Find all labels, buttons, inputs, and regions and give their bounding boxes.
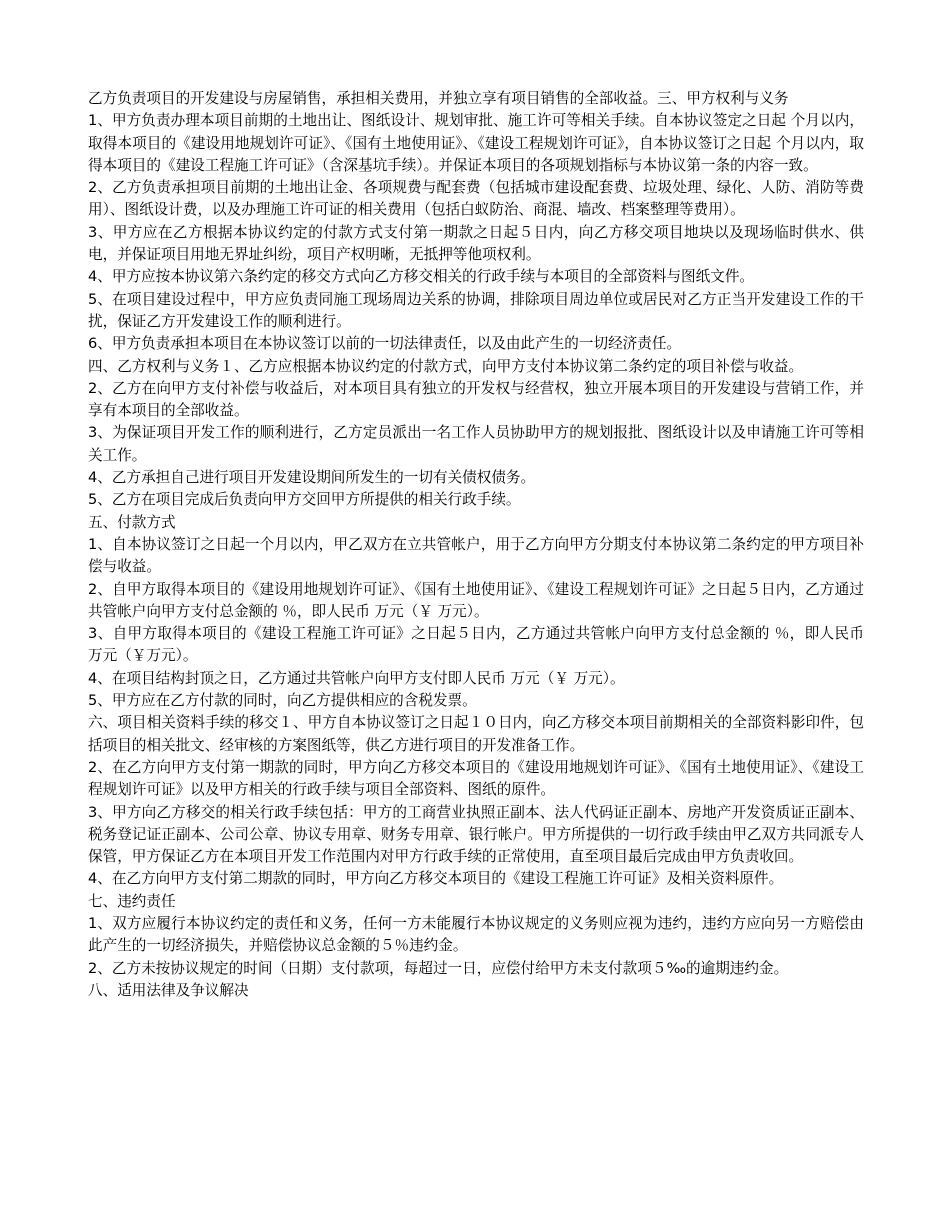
document-body xyxy=(88,88,864,1002)
paragraph-7: 6、甲方负责承担本项目在本协议签订以前的一切法律责任，以及由此产生的一切经济责任。 xyxy=(88,335,682,353)
paragraph-22: 4、在乙方向甲方支付第二期款的同时，甲方向乙方移交本项目的《建设工程施工许可证》及相关资料原件。 xyxy=(88,870,784,888)
paragraph-21: 3、甲方向乙方移交的相关行政手续包括：甲方的工商营业执照正副本、法人代码证正副本、房地产开发资质证正副本、税务登记证正副本、公司公章、协议专用章、财务专用章、银行帐户。甲方所提供的一切行政手续由甲乙双方共同派专人保管，甲方保证乙方在本项目开发工作范围内对甲方行政手续的正常使用，直至项目最后完成由甲方负责收回。 xyxy=(88,803,864,866)
paragraph-14: 1、自本协议签订之日起一个月以内，甲乙双方在立共管帐户，用于乙方向甲方分期支付本协议第二条约定的甲方项目补偿与收益。 xyxy=(88,535,864,576)
paragraph-19: 六、项目相关资料手续的移交１、甲方自本协议签订之日起１０日内，向乙方移交本项目前期相关的全部资料影印件，包括项目的相关批文、经审核的方案图纸等，供乙方进行项目的开发准备工作。 xyxy=(88,714,864,754)
paragraph-25: 2、乙方未按协议规定的时间（日期）支付款项，每超过一日，应偿付给甲方未支付款项５‰的逾期违约金。 xyxy=(88,959,789,977)
paragraph-12: 5、乙方在项目完成后负责向甲方交回甲方所提供的相关行政手续。 xyxy=(88,491,521,509)
paragraph-4: 3、甲方应在乙方根据本协议约定的付款方式支付第一期款之日起５日内，向乙方移交项目地块以及现场临时供水、供电，并保证项目用地无界址纠纷，项目产权明晰，无抵押等他项权利。 xyxy=(88,223,864,264)
paragraph-1: 乙方负责项目的开发建设与房屋销售，承担相关费用，并独立享有项目销售的全部收益。三、甲方权利与义务 xyxy=(88,90,789,107)
section-heading-payment: 五、付款方式 xyxy=(88,513,176,531)
paragraph-18: 5、甲方应在乙方付款的同时，向乙方提供相应的含税发票。 xyxy=(88,692,477,710)
paragraph-16: 3、自甲方取得本项目的《建设工程施工许可证》之日起５日内，乙方通过共管帐户向甲方支付总金额的 ％，即人民币 万元（￥万元）。 xyxy=(88,625,864,665)
paragraph-20: 2、在乙方向甲方支付第一期款的同时，甲方向乙方移交本项目的《建设用地规划许可证》、《国有土地使用证》、《建设工程规划许可证》以及甲方相关的行政手续与项目全部资料、图纸的原件。 xyxy=(88,758,864,799)
section-heading-liability: 七、违约责任 xyxy=(88,892,176,910)
section-heading-law: 八、适用法律及争议解决 xyxy=(88,981,249,999)
paragraph-2: 1、甲方负责办理本项目前期的土地出让、图纸设计、规划审批、施工许可等相关手续。自本协议签定之日起 个月以内，取得本项目的《建设用地规划许可证》、《国有土地使用证》、《建设工程规划许可证》，自本协议签订之日起 个月以内，取得本项目的《建设工程施工许可证》（含深基坑手续）。并保证本项目的各项规划指标与本协议第一条的内容一致。 xyxy=(88,112,864,174)
paragraph-17: 4、在项目结构封顶之日，乙方通过共管帐户向甲方支付即人民币 万元（￥ 万元）。 xyxy=(88,669,625,687)
paragraph-8: 四、乙方权利与义务１、乙方应根据本协议约定的付款方式，向甲方支付本协议第二条约定的项目补偿与收益。 xyxy=(88,357,804,375)
paragraph-24: 1、双方应履行本协议约定的责任和义务，任何一方未能履行本协议规定的义务则应视为违约，违约方应向另一方赔偿由此产生的一切经济损失，并赔偿协议总金额的５％违约金。 xyxy=(88,914,864,955)
paragraph-9: 2、乙方在向甲方支付补偿与收益后，对本项目具有独立的开发权与经营权，独立开展本项目的开发建设与营销工作，并享有本项目的全部收益。 xyxy=(88,379,864,420)
paragraph-5: 4、甲方应按本协议第六条约定的移交方式向乙方移交相关的行政手续与本项目的全部资料与图纸文件。 xyxy=(88,268,755,286)
paragraph-15: 2、自甲方取得本项目的《建设用地规划许可证》、《国有土地使用证》、《建设工程规划许可证》之日起５日内，乙方通过共管帐户向甲方支付总金额的 ％，即人民币 万元（￥ 万元）。 xyxy=(88,580,864,620)
paragraph-10: 3、为保证项目开发工作的顺利进行，乙方定员派出一名工作人员协助甲方的规划报批、图纸设计以及申请施工许可等相关工作。 xyxy=(88,424,864,464)
paragraph-6: 5、在项目建设过程中，甲方应负责同施工现场周边关系的协调，排除项目周边单位或居民对乙方正当开发建设工作的干扰，保证乙方开发建设工作的顺利进行。 xyxy=(88,290,864,330)
paragraph-11: 4、乙方承担自己进行项目开发建设期间所发生的一切有关债权债务。 xyxy=(88,469,536,487)
paragraph-3: 2、乙方负责承担项目前期的土地出让金、各项规费与配套费（包括城市建设配套费、垃圾处理、绿化、人防、消防等费用）、图纸设计费，以及办理施工许可证的相关费用（包括白蚁防治、商混、墙改、档案整理等费用）。 xyxy=(88,179,864,219)
